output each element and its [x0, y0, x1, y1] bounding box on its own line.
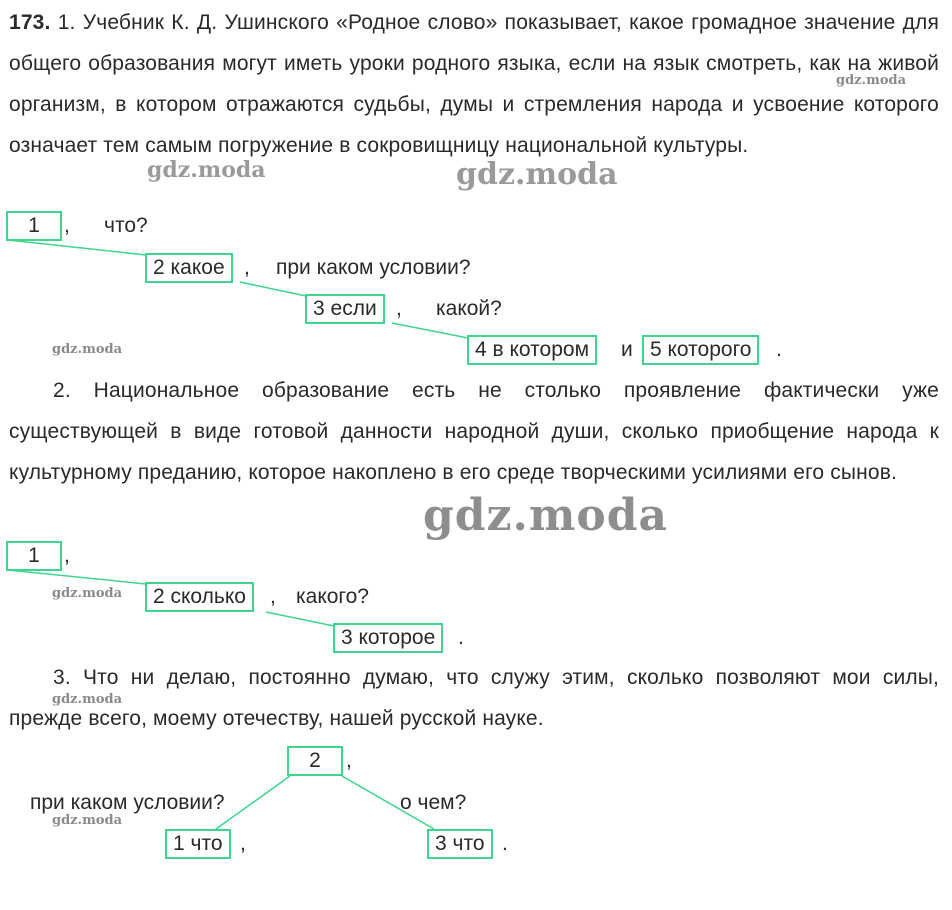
paragraph-1-text: 1. Учебник К. Д. Ушинского «Родное слово» показывает, какое громадное значение для общего образования могут иметь уроки родного языка, если на язык смотреть, как на живой организм, в котором отражаются судьбы, думы и стремления народа и усвоение которого означает тем самым погружение в сокровищницу национальной культуры.: [9, 11, 939, 157]
scheme2-box-2: 2 сколько: [145, 582, 254, 612]
watermark: gdz.moda: [147, 157, 266, 183]
exercise-number: 173.: [9, 11, 51, 34]
scheme2-comma-2: ,: [270, 585, 276, 608]
watermark: gdz.moda: [52, 813, 123, 828]
scheme1-box-5: 5 которого: [642, 335, 759, 365]
scheme1-box-2: 2 какое: [145, 253, 233, 283]
scheme3-question-right: о чем?: [400, 791, 467, 814]
scheme1-question-1: что?: [104, 214, 148, 237]
paragraph-3-text: 3. Что ни делаю, постоянно думаю, что служу этим, сколько позволяют мои силы, прежде всего, моему отечеству, нашей русской науке.: [9, 666, 939, 730]
scheme1-line-1-2: [8, 240, 146, 255]
watermark: gdz.moda: [52, 586, 123, 601]
scheme2-comma-1: ,: [64, 544, 70, 567]
scheme3-box-3: 3 что: [427, 829, 493, 859]
scheme1-period: .: [776, 338, 782, 361]
watermark: gdz.moda: [836, 73, 907, 88]
scheme1-comma-1: ,: [64, 214, 70, 237]
scheme1-and: и: [621, 338, 633, 361]
scheme2-box-3: 3 которое: [333, 623, 443, 653]
scheme2-period: .: [458, 626, 464, 649]
scheme1-line-3-4: [392, 323, 468, 338]
scheme3-comma-2: ,: [346, 749, 352, 772]
watermark: gdz.moda: [456, 157, 618, 192]
scheme3-box-1: 1 что: [165, 829, 231, 859]
scheme1-box-3: 3 если: [305, 294, 385, 324]
watermark: gdz.moda: [52, 692, 123, 707]
scheme2-line-2-3: [266, 612, 334, 626]
watermark: gdz.moda: [52, 342, 123, 357]
paragraph-2: [9, 370, 939, 493]
scheme3-box-2: 2: [287, 746, 343, 776]
scheme3-comma-1: ,: [240, 832, 246, 855]
scheme1-box-4: 4 в котором: [467, 335, 597, 365]
scheme1-question-2: при каком условии?: [276, 256, 471, 279]
scheme1-comma-2: ,: [244, 256, 250, 279]
scheme2-question-2: какого?: [296, 585, 369, 608]
scheme2-line-1-2: [8, 570, 146, 584]
paragraph-2-text: 2. Национальное образование есть не столько проявление фактически уже существующей в виде готовой данности народной души, сколько приобщение народа к культурному преданию, которое накоплено в его среде творческими усилиями его сынов.: [9, 379, 939, 484]
scheme1-line-2-3: [240, 282, 306, 296]
paragraph-3: [9, 657, 939, 739]
scheme3-period: .: [502, 832, 508, 855]
scheme1-question-3: какой?: [436, 297, 502, 320]
scheme2-box-1: 1: [6, 541, 62, 571]
watermark: gdz.moda: [423, 490, 669, 541]
scheme3-question-left: при каком условии?: [30, 791, 225, 814]
scheme1-comma-3: ,: [396, 297, 402, 320]
scheme3-line-2-1: [216, 776, 290, 829]
scheme1-box-1: 1: [6, 211, 62, 241]
